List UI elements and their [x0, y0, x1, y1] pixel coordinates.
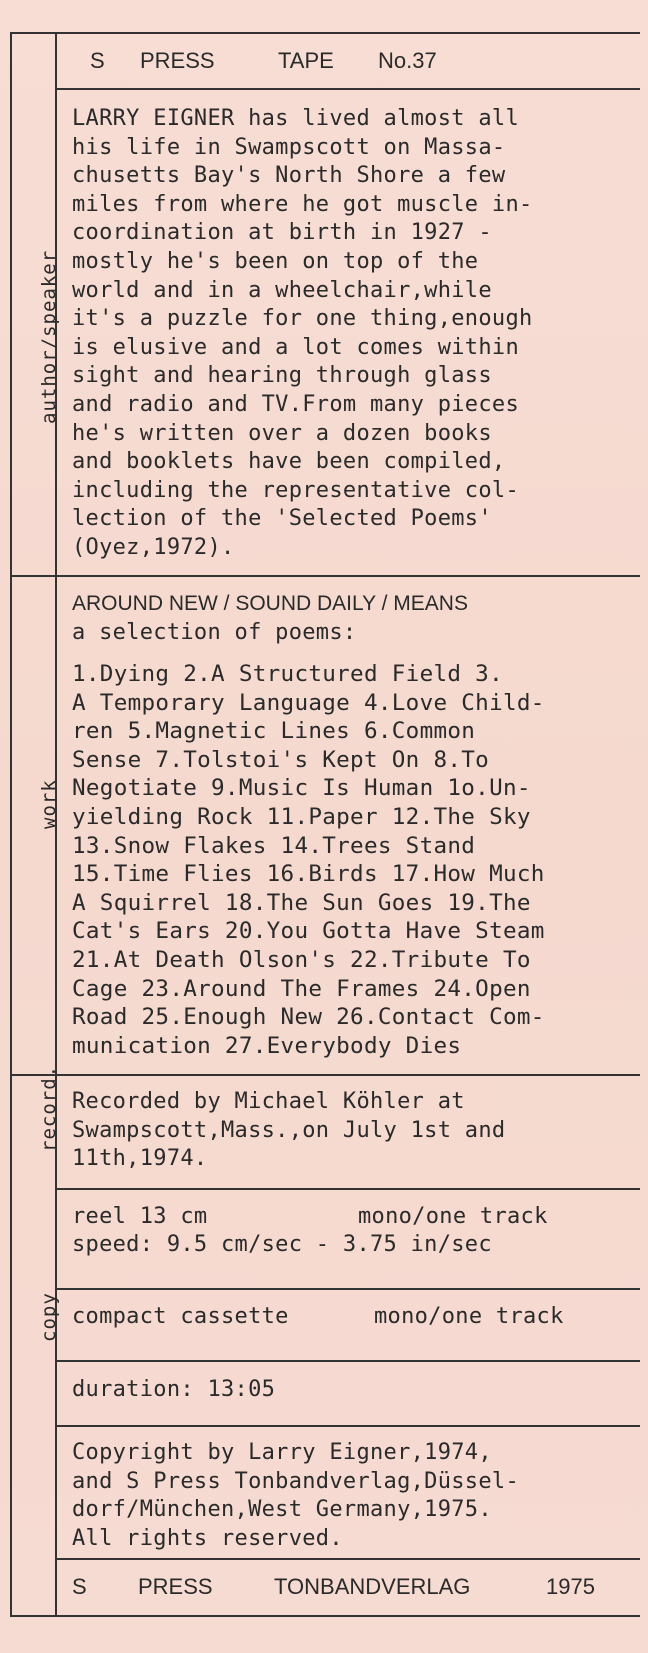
header-tape: TAPE — [278, 48, 334, 73]
copyright-notice: Copyright by Larry Eigner,1974, and S Press Tonbandverlag,Düssel- dorf/München,West Germany,1975. All rights reserved. — [72, 1440, 519, 1551]
rule-after-duration — [55, 1425, 640, 1427]
cassette-track: mono/one track — [374, 1304, 564, 1329]
rule-after-header — [55, 88, 640, 90]
reel-size: reel 13 cm — [72, 1204, 208, 1229]
top-rule — [10, 32, 640, 34]
footer-publisher: TONBANDVERLAG — [274, 1574, 471, 1599]
side-label-author: author/speaker — [38, 249, 60, 424]
poem-list: 1.Dying 2.A Structured Field 3. A Temporary Language 4.Love Child- ren 5.Magnetic Lines 6.Common Sense 7.Tolstoi's Kept On 8.To Negotiate 9.Music Is Human 1o.Un- yielding Rock 11.Paper 12.The Sky 13.Snow Flakes 14.Trees Stand 15.Time Flies 16.Birds 17.How Much A Squirrel 18.The Sun Goes 19.The Cat's Ears 20.You Gotta Have Steam 21.At Death Olson's 22.Tribute To Cage 23.Around The Frames 24.Open Road 25.Enough New 26.Contact Com- munication 27.Everybody Dies — [72, 661, 545, 1059]
duration: duration: 13:05 — [72, 1377, 276, 1402]
bottom-rule — [10, 1615, 640, 1617]
footer-press: PRESS — [138, 1574, 213, 1599]
footer-s: S — [72, 1574, 87, 1599]
rule-after-bio — [10, 575, 640, 577]
rule-after-copyright — [55, 1558, 640, 1560]
work-subtitle: a selection of poems: — [72, 620, 357, 645]
author-bio: LARRY EIGNER has lived almost all his life in Swampscott on Massa- chusetts Bay's North Shore a few miles from where he got muscle in- coordination at birth in 1927 - mostly he's been on top of the world and in a wheelchair,while it's a puzzle for one thing,enough is elusive and a lot comes within sight and hearing through glass and radio and TV.From many pieces he's written over a dozen books and booklets have been compiled, including the representative col- lection of the 'Selected Poems' (Oyez,1972). — [72, 106, 533, 560]
side-label-copy: copy — [38, 1292, 60, 1342]
cassette-format: compact cassette — [72, 1304, 289, 1329]
left-rule — [10, 32, 12, 1615]
work-title: AROUND NEW / SOUND DAILY / MEANS — [72, 592, 468, 615]
header-s: S — [90, 48, 105, 73]
recording-info: Recorded by Michael Köhler at Swampscott,Mass.,on July 1st and 11th,1974. — [72, 1089, 506, 1172]
side-label-work: work — [38, 779, 60, 829]
side-label-record: record. — [38, 1064, 60, 1152]
reel-track: mono/one track — [358, 1204, 548, 1229]
rule-after-work — [10, 1074, 640, 1076]
rule-after-cassette — [55, 1360, 640, 1362]
reel-speed: speed: 9.5 cm/sec - 3.75 in/sec — [72, 1232, 492, 1257]
header-number: No.37 — [378, 48, 437, 73]
rule-after-reel — [55, 1288, 640, 1290]
footer-year: 1975 — [546, 1574, 595, 1599]
header-press: PRESS — [140, 48, 215, 73]
rule-after-record — [55, 1188, 640, 1190]
